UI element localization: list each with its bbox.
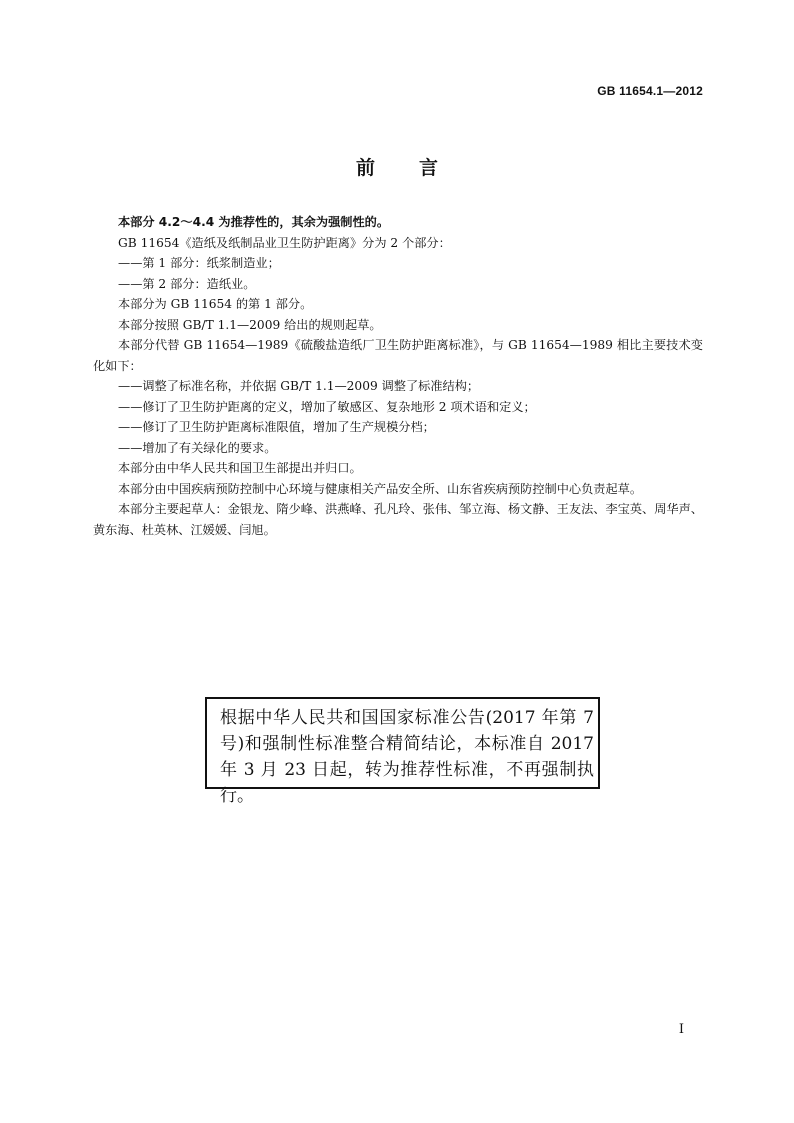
list-item-change-3: ——修订了卫生防护距离标准限值，增加了生产规模分档；: [118, 420, 435, 434]
paragraph-recommendation-scope: 本部分 4.2～4.4 为推荐性的，其余为强制性的。: [118, 215, 390, 229]
list-item-part-2: ——第 2 部分：造纸业。: [118, 276, 256, 291]
paragraph-proposed-by: 本部分由中华人民共和国卫生部提出并归口。: [118, 461, 362, 475]
list-item-change-1: ——调整了标准名称，并依据 GB/T 1.1—2009 调整了标准结构；: [118, 379, 480, 393]
standard-code: GB 11654.1—2012: [597, 84, 703, 98]
paragraph-drafters: 本部分主要起草人：金银龙、隋少峰、洪燕峰、孔凡玲、张伟、邹立海、杨文静、王友法、李宝英、周华声、黄东海、杜英林、江媛媛、闫旭。: [93, 502, 703, 537]
list-item-change-4: ——增加了有关绿化的要求。: [118, 440, 277, 455]
paragraph-standard-parts: GB 11654《造纸及纸制品业卫生防护距离》分为 2 个部分：: [118, 235, 451, 250]
paragraph-this-part: 本部分为 GB 11654 的第 1 部分。: [118, 297, 313, 311]
paragraph-drafting-rules: 本部分按照 GB/T 1.1—2009 给出的规则起草。: [118, 317, 382, 332]
page-title: 前言: [355, 157, 482, 179]
paragraph-replaces: 本部分代替 GB 11654—1989《硫酸盐造纸厂卫生防护距离标准》，与 GB 11654—1989 相比主要技术变化如下：: [93, 338, 703, 373]
notice-text: 根据中华人民共和国国家标准公告(2017 年第 7 号)和强制性标准整合精简结论，本标准自 2017 年 3 月 23 日起，转为推荐性标准，不再强制执行。: [220, 708, 594, 806]
foreword-body: [93, 212, 703, 540]
list-item-part-1: ——第 1 部分：纸浆制造业；: [118, 256, 280, 270]
list-item-change-2: ——修订了卫生防护距离的定义，增加了敏感区、复杂地形 2 项术语和定义；: [118, 399, 536, 414]
paragraph-drafted-by-units: 本部分由中国疾病预防控制中心环境与健康相关产品安全所、山东省疾病预防控制中心负责起草。: [118, 481, 643, 496]
notice-box: [205, 697, 600, 806]
page-number: I: [678, 1022, 684, 1037]
